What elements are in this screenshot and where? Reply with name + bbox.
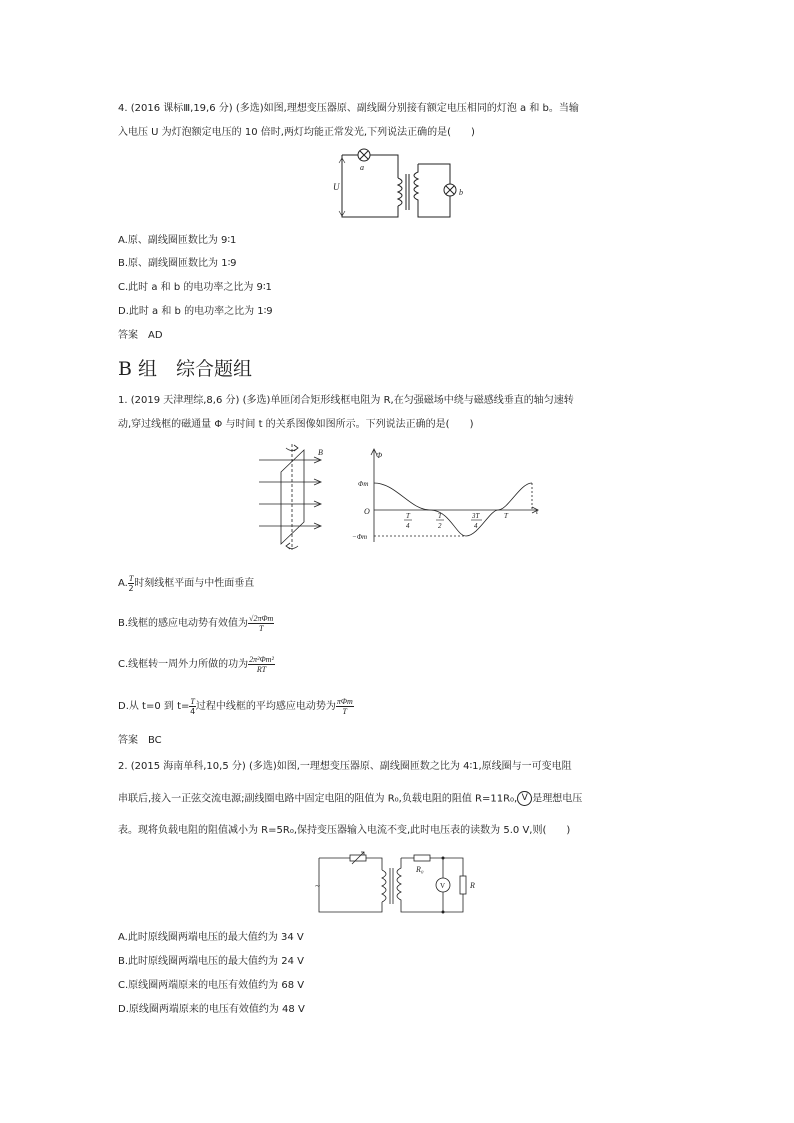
q4-stem-line1: 4. (2016 课标Ⅲ,19,6 分) (多选)如图,理想变压器原、副线圈分别接有额定电压相同的灯泡 a 和 b。当输: [118, 103, 579, 114]
q2-option-a: A.此时原线圈两端电压的最大值约为 34 V: [118, 932, 304, 943]
q1-option-b-num: √2πΦm: [249, 613, 274, 623]
q1-label-B: B: [318, 448, 323, 457]
q1-graph-t2-den: 2: [438, 522, 442, 530]
q2-voltmeter-label: V: [440, 882, 446, 890]
q2-stem-line3: 表。现将负载电阻的阻值减小为 R=5R₀,保持变压器输入电流不变,此时电压表的读数为 5.0 V,则( ): [118, 825, 571, 836]
q1-option-c-fraction: [248, 655, 275, 674]
q4-stem-line2: 入电压 U 为灯泡额定电压的 10 倍时,两灯均能正常发光,下列说法正确的是( ): [118, 127, 475, 138]
q2-option-d: D.原线圈两端原来的电压有效值约为 48 V: [118, 1004, 305, 1015]
q1-option-d-den2: T: [342, 706, 347, 716]
q1-option-d-prefix: D.从 t=0 到 t=: [118, 701, 190, 712]
q1-graph-t4-den: 4: [406, 522, 410, 530]
q1-flux-graph: [352, 446, 542, 546]
q1-graph-t4-num: T: [406, 512, 410, 520]
q4-option-d: D.此时 a 和 b 的电功率之比为 1∶9: [118, 306, 273, 317]
q4-answer: 答案 AD: [118, 330, 163, 341]
q2-circuit-figure: [314, 852, 474, 918]
q1-option-b: [118, 612, 274, 636]
section-b-title: B 组 综合题组: [118, 358, 253, 380]
q1-option-c-prefix: C.线框转一周外力所做的功为: [118, 659, 249, 670]
q2-stem-line2-tail: 是理想电压: [532, 793, 583, 805]
q1-graph-3t4-den: 4: [474, 522, 478, 530]
q2-option-c: C.原线圈两端原来的电压有效值约为 68 V: [118, 980, 305, 991]
q4-label-b: b: [459, 188, 463, 197]
q2-label-R0: R₀: [416, 865, 424, 874]
q4-option-a: A.原、副线圈匝数比为 9∶1: [118, 235, 237, 246]
q1-graph-phi-label: Φ: [376, 451, 383, 460]
q4-option-c: C.此时 a 和 b 的电功率之比为 9∶1: [118, 282, 272, 293]
q1-option-d-num1: T: [190, 696, 195, 706]
q1-coil-figure: [256, 442, 341, 554]
q2-stem-line1: 2. (2015 海南单科,10,5 分) (多选)如图,一理想变压器原、副线圈匝数之比为 4∶1,原线圈与一可变电阻: [118, 761, 572, 772]
q1-graph-3t4-num: 3T: [472, 512, 480, 520]
voltmeter-symbol: V: [517, 791, 532, 806]
q1-graph-phim-label: Φm: [358, 480, 369, 488]
q1-answer: 答案 BC: [118, 735, 162, 746]
q1-option-a-den: 2: [128, 583, 134, 593]
q1-option-b-fraction: [248, 614, 274, 633]
q1-graph-t2-num: T: [438, 512, 442, 520]
q2-stem-line2: [118, 791, 582, 808]
q1-option-c-den: RT: [256, 664, 267, 674]
q4-transformer-figure: [326, 148, 476, 223]
q4-label-a: a: [360, 163, 364, 172]
q2-option-b: B.此时原线圈两端电压的最大值约为 24 V: [118, 956, 304, 967]
q1-option-a: [118, 572, 254, 596]
q1-option-d-num2: πΦm: [336, 696, 353, 706]
q1-option-a-suffix: 时刻线框平面与中性面垂直: [134, 578, 255, 589]
q2-label-R: R: [470, 881, 475, 890]
q1-graph-t-label: t: [536, 507, 539, 516]
q1-option-b-den: T: [258, 623, 264, 633]
q1-graph-T-label: T: [504, 512, 508, 520]
q1-option-a-prefix: A.: [118, 578, 128, 589]
q1-option-c-num: 2π²Φm²: [249, 654, 274, 664]
q4-label-U: U: [333, 182, 340, 192]
q4-option-b: B.原、副线圈匝数比为 1∶9: [118, 258, 237, 269]
q1-option-b-prefix: B.线框的感应电动势有效值为: [118, 618, 249, 629]
q1-stem-line1: 1. (2019 天津理综,8,6 分) (多选)单匝闭合矩形线框电阻为 R,在匀强磁场中绕与磁感线垂直的轴匀速转: [118, 395, 574, 406]
q2-stem-line2-text: 串联后,接入一正弦交流电源;副线圈电路中固定电阻的阻值为 R₀,负载电阻的阻值 R=11R₀,: [118, 793, 518, 805]
q1-option-d: [118, 695, 354, 719]
q1-option-a-num: T: [128, 573, 134, 583]
q2-ac-source-symbol: ~: [315, 881, 320, 891]
q1-graph-neg-phim-label: −Φm: [352, 533, 368, 541]
q1-graph-origin-label: O: [364, 507, 370, 516]
q1-option-d-den1: 4: [190, 706, 196, 716]
q1-option-d-middle: 过程中线框的平均感应电动势为: [195, 701, 336, 712]
q1-option-d-fraction2: [336, 697, 354, 716]
q1-option-c: [118, 653, 275, 677]
q1-stem-line2: 动,穿过线框的磁通量 Φ 与时间 t 的关系图像如图所示。下列说法正确的是( ): [118, 419, 474, 430]
